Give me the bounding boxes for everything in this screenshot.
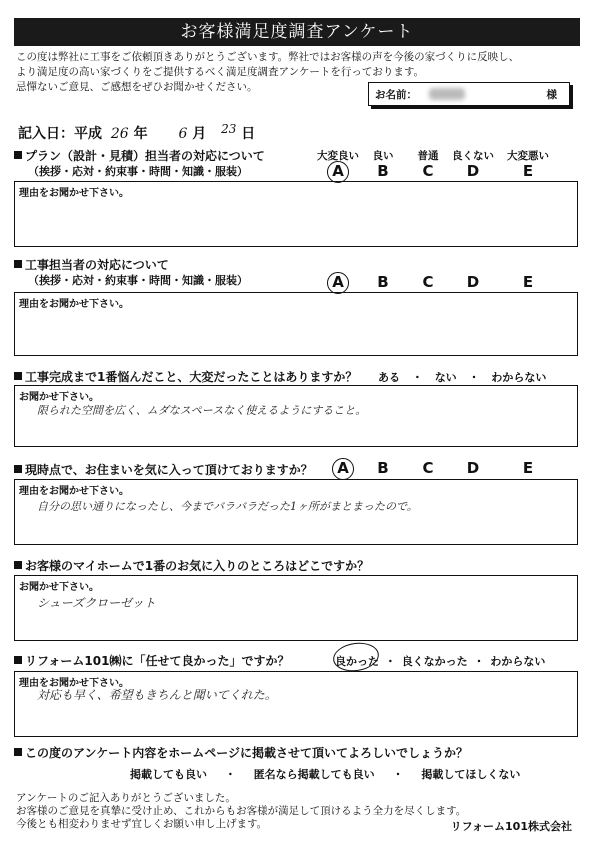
name-suffix: 様	[546, 89, 557, 101]
q1-title: プラン（設計・見積）担当者の対応について	[14, 147, 265, 164]
q1-grade-c[interactable]: C	[422, 162, 434, 180]
intro-line-3: 忌憚ないご意見、ご感想をぜひお聞かせください。	[16, 81, 258, 93]
q2-subtitle: （挨拶・応対・約束事・時間・知識・服装）	[28, 274, 248, 287]
q2-title: 工事担当者の対応について	[14, 256, 169, 273]
q2-grade-d[interactable]: D	[466, 273, 480, 291]
q6-placeholder: 理由をお聞かせ下さい。	[19, 678, 129, 689]
q7-options	[130, 766, 520, 782]
q3-answer: 限られた空間を広く、ムダなスペースなく使えるようにすること。	[37, 404, 367, 417]
q7-separator-1: ・	[224, 768, 236, 781]
q1-placeholder: 理由をお聞かせ下さい。	[19, 188, 129, 199]
q4-answer: 自分の思い通りになったし、今までバラバラだった1ヶ所がまとまったので。	[37, 500, 418, 513]
q3-separator-2: ・	[468, 371, 480, 384]
q4-reason-box[interactable]	[14, 479, 578, 545]
q6-option-good[interactable]: 良かった	[335, 655, 379, 668]
date-month[interactable]: 6	[178, 126, 188, 142]
q6-separator-2: ・	[473, 655, 485, 668]
q3-answer-box[interactable]	[14, 385, 578, 447]
q4-placeholder: 理由をお聞かせ下さい。	[19, 486, 129, 497]
closing-line-3: 今後とも相変わりませず宜しくお願い申し上げます。	[16, 818, 268, 830]
q3-options	[378, 369, 546, 385]
q1-grade-e[interactable]: E	[522, 162, 534, 180]
q6-option-unknown[interactable]: わからない	[490, 655, 546, 668]
intro-line-2: より満足度の高い家づくりをご提供するべく満足度調査アンケートを行っております。	[16, 66, 425, 78]
q6-option-bad[interactable]: 良くなかった	[401, 655, 468, 668]
q3-title: 工事完成まで1番悩んだこと、大変だったことはありますか？	[14, 368, 357, 385]
date-day[interactable]: 23	[221, 122, 237, 136]
q7-title: この度のアンケート内容をホームページに掲載させて頂いてよろしいでしょうか？	[14, 744, 468, 761]
q5-placeholder: お聞かせ下さい。	[19, 582, 99, 593]
q3-option-yes[interactable]: ある	[378, 371, 400, 384]
q1-reason-box[interactable]	[14, 181, 578, 247]
page-title: お客様満足度調査アンケート	[14, 18, 580, 46]
q1-grade-b[interactable]: B	[377, 162, 389, 180]
name-field[interactable]	[368, 82, 570, 106]
q2-selection-circle	[327, 272, 349, 294]
closing-line-2: お客様のご意見を真摯に受け止め、これからもお客様が満足して頂けるよう全力を尽くします。	[16, 805, 467, 817]
q7-option-anonymous[interactable]: 匿名なら掲載しても良い	[253, 768, 375, 781]
q1-selection-circle	[327, 161, 349, 183]
q2-placeholder: 理由をお聞かせ下さい。	[19, 299, 129, 310]
q5-answer-box[interactable]	[14, 575, 578, 641]
q2-grade-c[interactable]: C	[422, 273, 434, 291]
q2-grade-b[interactable]: B	[377, 273, 389, 291]
q6-title: リフォーム101㈱に「任せて良かった」ですか？	[14, 652, 289, 669]
date-month-unit: 月	[192, 126, 207, 142]
scale-header-d: 良くない	[452, 150, 494, 162]
q2-grade-e[interactable]: E	[522, 273, 534, 291]
scale-header-b: 良い	[372, 150, 394, 162]
q2-grade-a[interactable]: A	[332, 273, 344, 291]
scale-header-e: 大変悪い	[507, 150, 549, 162]
q2-reason-box[interactable]	[14, 292, 578, 356]
q7-option-publish[interactable]: 掲載しても良い	[130, 768, 207, 781]
q4-grade-b[interactable]: B	[377, 459, 389, 477]
company-name: リフォーム101株式会社	[450, 820, 572, 833]
q4-title: 現時点で、お住まいを気に入って頂けておりますか？	[14, 461, 313, 478]
q4-selection-circle	[332, 458, 354, 480]
scale-header-c: 普通	[417, 150, 439, 162]
date-line	[18, 122, 255, 143]
scale-header-a: 大変良い	[317, 150, 359, 162]
q7-separator-2: ・	[392, 768, 404, 781]
name-label: お名前：	[375, 89, 417, 101]
name-redacted	[429, 88, 465, 100]
q6-separator-1: ・	[384, 655, 396, 668]
q5-answer: シューズクローゼット	[37, 596, 156, 610]
intro-line-1: この度は弊社に工事をご依頼頂きありがとうございます。弊社ではお客様の声を今後の家づくりに反映し、	[16, 51, 520, 63]
q1-subtitle: （挨拶・応対・約束事・時間・知識・服装）	[28, 165, 248, 178]
date-year[interactable]: 26	[110, 126, 129, 142]
q7-option-no-publish[interactable]: 掲載してほしくない	[421, 768, 521, 781]
q3-placeholder: お聞かせ下さい。	[19, 392, 99, 403]
q6-answer: 対応も早く、希望もきちんと聞いてくれた。	[37, 688, 277, 702]
q3-option-no[interactable]: ない	[434, 371, 457, 384]
q4-grade-e[interactable]: E	[522, 459, 534, 477]
q5-title: お客様のマイホームで1番のお気に入りのところはどこですか？	[14, 557, 369, 574]
q4-grade-d[interactable]: D	[466, 459, 480, 477]
q6-reason-box[interactable]	[14, 671, 578, 737]
q4-grade-c[interactable]: C	[422, 459, 434, 477]
q3-option-unknown[interactable]: わからない	[491, 371, 547, 384]
closing-line-1: アンケートのご記入ありがとうございました。	[16, 792, 236, 804]
date-day-unit: 日	[241, 126, 256, 142]
date-year-unit: 年	[133, 126, 148, 142]
q4-grade-a[interactable]: A	[337, 459, 349, 477]
date-label: 記入日：平成	[18, 126, 102, 142]
q3-separator-1: ・	[411, 371, 423, 384]
q1-grade-d[interactable]: D	[466, 162, 480, 180]
q1-grade-a[interactable]: A	[332, 162, 344, 180]
